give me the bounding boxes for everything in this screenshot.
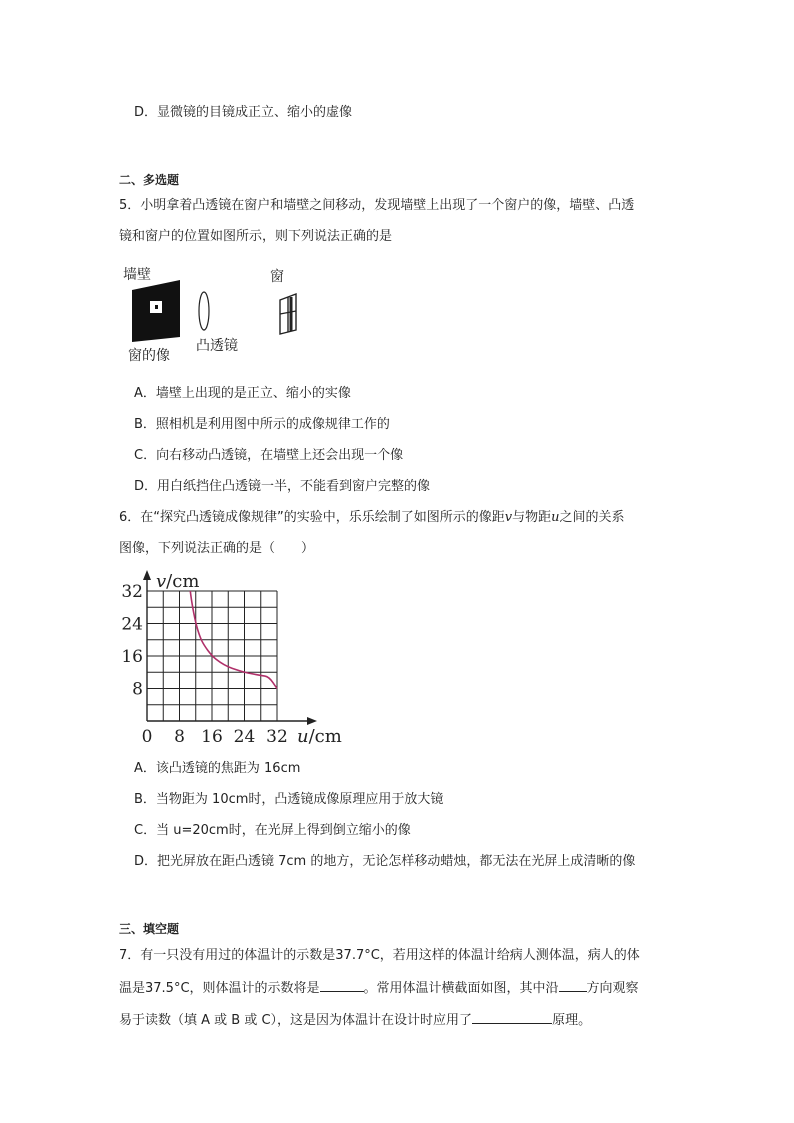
q7-line3-part1: 易于读数（填 A 或 B 或 C），这是因为体温计在设计时应用了 xyxy=(119,1013,473,1028)
x-tick-label: 24 xyxy=(233,727,256,747)
q5-stem-line2: 镜和窗户的位置如图所示，则下列说法正确的是 xyxy=(119,229,393,244)
x-tick-label: 8 xyxy=(174,727,185,747)
q6-stem-line2: 图像，下列说法正确的是（ ） xyxy=(119,541,315,556)
q5-option-b[interactable]: B．照相机是利用图中所示的成像规律工作的 xyxy=(134,417,390,432)
q7-line2-part2: 。常用体温计横截面如图，其中沿 xyxy=(363,981,559,996)
x-tick-label: 0 xyxy=(141,727,153,747)
q6-option-d[interactable]: D．把光屏放在距凸透镜 7cm 的地方，无论怎样移动蜡烛，都无法在光屏上成清晰的像 xyxy=(134,854,636,869)
window-image-label: 窗的像 xyxy=(128,348,170,362)
convex-lens-label: 凸透镜 xyxy=(196,338,238,354)
q5-option-c[interactable]: C．向右移动凸透镜，在墙壁上还会出现一个像 xyxy=(134,448,404,463)
prev-option-d: D．显微镜的目镜成正立、缩小的虚像 xyxy=(134,105,353,120)
blank-design-principle[interactable] xyxy=(472,1010,552,1024)
q5-figure xyxy=(118,262,258,362)
blank-thermometer-reading[interactable] xyxy=(320,978,364,992)
x-axis-unit: /cm xyxy=(308,726,342,747)
q5-option-d[interactable]: D．用白纸挡住凸透镜一半，不能看到窗户完整的像 xyxy=(134,479,431,494)
wall-label: 墙壁 xyxy=(123,267,151,283)
q7-line3 xyxy=(119,1010,591,1030)
q5-option-a[interactable]: A．墙壁上出现的是正立、缩小的实像 xyxy=(134,386,351,401)
section-heading-multi-choice: 二、多选题 xyxy=(119,173,180,187)
y-axis-var: v xyxy=(156,571,167,592)
vu-chart xyxy=(110,568,350,750)
q7-line2 xyxy=(119,978,639,998)
y-axis-label xyxy=(156,571,199,592)
y-axis-unit: /cm xyxy=(166,571,200,592)
x-axis-label xyxy=(297,726,342,747)
q7-line2-part1: 温是37.5°C，则体温计的示数将是 xyxy=(119,981,320,996)
q6-stem-part2: 与物距 xyxy=(512,510,552,525)
blank-view-direction[interactable] xyxy=(559,978,587,992)
q6-option-b[interactable]: B．当物距为 10cm时，凸透镜成像原理应用于放大镜 xyxy=(134,792,444,807)
q6-stem-line1 xyxy=(119,509,625,527)
var-v: v xyxy=(504,510,513,525)
q7-line2-part3: 方向观察 xyxy=(586,981,639,996)
convex-lens-shape xyxy=(199,292,209,330)
y-tick-label: 16 xyxy=(121,647,143,667)
chart-axes xyxy=(143,570,317,725)
q7-line3-part2: 原理。 xyxy=(552,1013,592,1028)
window-label: 窗 xyxy=(270,269,284,285)
section-heading-fill-blank: 三、填空题 xyxy=(119,922,180,936)
x-tick-label: 16 xyxy=(201,727,223,747)
x-axis-arrow xyxy=(307,717,317,725)
y-axis-arrow xyxy=(143,570,151,580)
q6-stem-part3: 之间的关系 xyxy=(559,510,625,525)
q6-option-c[interactable]: C．当 u=20cm时，在光屏上得到倒立缩小的像 xyxy=(134,823,411,838)
q7-line1: 7．有一只没有用过的体温计的示数是37.7°C，若用这样的体温计给病人测体温，病人的体 xyxy=(119,948,640,963)
q6-stem-part1: 6．在“探究凸透镜成像规律”的实验中，乐乐绘制了如图所示的像距 xyxy=(119,510,505,525)
q5-stem-line1: 5．小明拿着凸透镜在窗户和墙壁之间移动，发现墙壁上出现了一个窗户的像，墙壁、凸透 xyxy=(119,198,635,213)
q6-option-a[interactable]: A．该凸透镜的焦距为 16cm xyxy=(134,761,301,776)
y-tick-label: 32 xyxy=(121,582,143,602)
var-u: u xyxy=(551,510,560,525)
x-tick-label: 32 xyxy=(266,727,288,747)
x-axis-var: u xyxy=(297,726,309,747)
window-figure xyxy=(268,266,308,336)
y-tick-label: 24 xyxy=(121,614,143,635)
y-tick-label: 8 xyxy=(132,679,143,700)
